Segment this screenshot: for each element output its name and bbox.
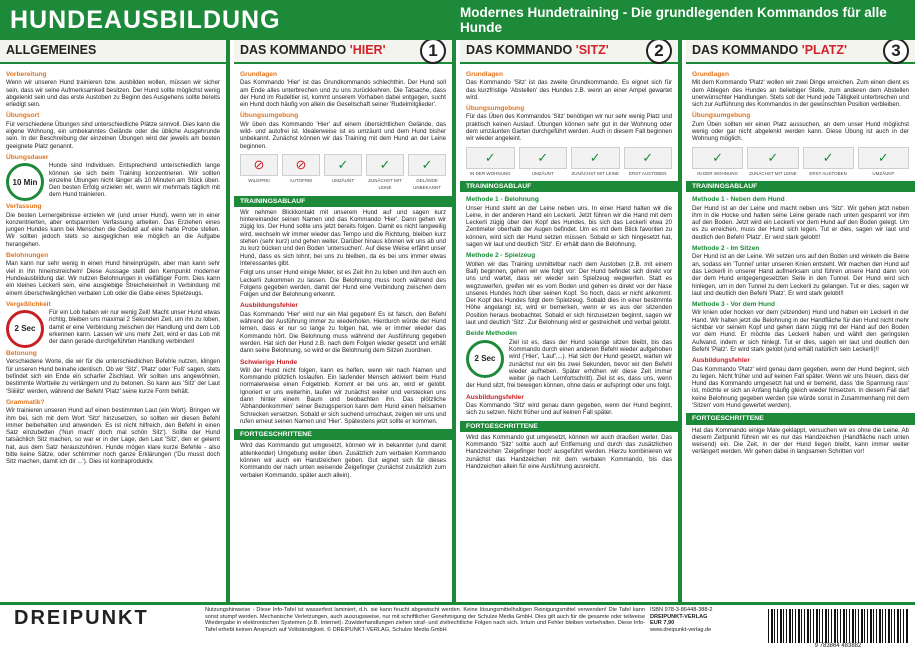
footer bbox=[0, 602, 915, 648]
section-title: Ausbildungsfehler bbox=[466, 393, 524, 401]
leash-icon: ✓ ZUNÄCHST MIT LEINE bbox=[366, 154, 404, 192]
page-title: HUNDEAUSBILDUNG bbox=[10, 5, 281, 34]
section-text: Der Hund ist an der Leine. Wir setzen uns auf den Boden und winkeln die Beine an, sodass ein 'Tunnel' unter unseren Knien entsteht. Wir machen den Hund auf das Leckerli in unserer Hand aufmerksam und führen unsere Hand dann von der dem Hund entgegengesetzten Seite in den Tunnel. Der Hund wird sich hinlegen, um in den Tunnel zu dem Leckerli zu gelangen. Tut er dies, sagen wir laut und deutlich den Befehl 'Platz'. Er wird stark gelobt!! bbox=[692, 253, 909, 297]
section-title: Methode 1 - Belohnung bbox=[466, 196, 539, 204]
column-heading bbox=[234, 40, 452, 64]
page-subtitle: Modernes Hundetraining - Die grundlegenden Kommandos für alle Hunde bbox=[460, 5, 887, 35]
column-hier bbox=[234, 40, 456, 602]
top-banner bbox=[0, 0, 915, 40]
heading-text: DAS KOMMANDO 'HIER' bbox=[240, 43, 386, 58]
stopwatch-icon: 2 Sec bbox=[6, 310, 44, 348]
column-allgemeines bbox=[0, 40, 230, 602]
column-sitz bbox=[460, 40, 682, 602]
heading-text: DAS KOMMANDO 'SITZ' bbox=[466, 43, 609, 58]
section-text: Für das Üben des Kommandos 'Sitz' benötigen wir nur sehr wenig Platz und praktisch keinen Auslauf. Übungen können sehr gut in der Wohnung oder dem umzäunten Garten durchgeführt werden. Auch in diesem Fall beginnen wir wieder angeleint. bbox=[466, 113, 672, 143]
play-icon: ✓ ERST AUSTOBEN bbox=[624, 147, 673, 177]
section-title: Ausbildungsfehler bbox=[692, 357, 750, 365]
home-icon: ✓ IN DER WOHNUNG bbox=[692, 147, 743, 177]
fence-icon: ✓ UMZÄUNT bbox=[858, 147, 909, 177]
section-text: Für ein Lob haben wir nur wenig Zeit! Macht unser Hund etwas richtig, bleiben uns maximal 2 Sekunden Zeit, um ihn zu loben, damit er eine Verbindung zwischen der Handlung und dem Lob erkennen kann. Lassen wir uns mehr Zeit, wird er das Lob mit der dann gerade durchgeführten Handlung verbinden! bbox=[49, 309, 220, 346]
section-text: Das Kommando 'Sitz' wird genau dann gegeben, wenn der Hund beginnt, sich zu setzen. Nicht früher und auf keinen Fall später. bbox=[466, 401, 672, 417]
section-title: Verfassung bbox=[6, 203, 42, 211]
section-title: Methode 3 - Vor dem Hund bbox=[692, 301, 776, 309]
section-bar: TRAININGSABLAUF bbox=[234, 196, 452, 207]
section-title: Ausbildungsfehler bbox=[240, 302, 298, 310]
section-text: Das Kommando 'Hier' ist das Grundkommando schlechthin. Der Hund soll am Ende alles unterbrechen und zu uns zurückkehren. Die Tatsache, dass der Hund im Rudeltier ist, kommt unserem Vorhaben dabei entgegen, sucht ein Hund doch häufig von allein die Gesellschaft seiner 'Rudelmitglieder'. bbox=[240, 79, 446, 109]
section-text: Wird das Kommando gut umgesetzt, können wir in bekannter (und damit ablenkender) Umgebung weiter üben. Zusätzlich zum verbalen Kommando können wir auch ein Handzeichen geben. Gut eignet sich für dieses Kommando der nach unten weisende Zeigefinger (zunächst zusätzlich zum verbalen Kommando, später auch allein). bbox=[240, 442, 446, 479]
section-text: Wenn wir unseren Hund trainieren bzw. ausbilden wollen, müssen wir sicher sein, dass wir seine Aufmerksamkeit besitzen. Der Hund sollte möglichst wenig abgelenkt sein und das erste Austoben zu Beginn des Ausgehens sollte bereits erledigt sein. bbox=[6, 79, 220, 109]
section-title: Übungsdauer bbox=[6, 153, 49, 161]
stopwatch-icon: 2 Sec bbox=[466, 340, 504, 378]
heading-text: ALLGEMEINES bbox=[6, 43, 97, 58]
section-text: Verschiedene Worte, die wir für die unterschiedlichen Befehle nutzen, klingen für unseren Hund beinahe identisch. Ob wir 'Sitz', 'Platz' oder 'Fuß' sagen, stets befindet sich ein Ende ein scharfer Zischlaut. Wir sollten uns angewöhnen, bestimmte Wortteile zu verlängern und zu betonen. So kann aus 'Sitz' der Laut 'Siiiiiitz' werden, während der Befehl 'Platz' seine kurze Form behält. bbox=[6, 358, 220, 395]
section-title: Übungsumgebung bbox=[240, 112, 299, 120]
fence-icon: ✓ UMZÄUNT bbox=[519, 147, 568, 177]
home-icon: ✓ IN DER WOHNUNG bbox=[466, 147, 515, 177]
section-text: Das Kommando 'Sitz' ist das zweite Grundkommando. Es eignet sich für das kurzfristige 'Abstellen' des Hundes z.B. wenn an einer Ampel gewartet wird. bbox=[466, 79, 672, 101]
step-number: 3 bbox=[883, 40, 909, 64]
section-text: Für verschiedene Übungen sind unterschiedliche Plätze sinnvoll. Dies kann die eigene Wohnung, ein umbekanntes Gelände oder die übliche Ausgehrunde sein. In der Beschreibung der einzelnen Übungen wird der jeweils am besten geeignete Platz genannt. bbox=[6, 120, 220, 150]
section-title: Vergeßlichkeit bbox=[6, 300, 51, 308]
section-title: Methode 2 - Im Sitzen bbox=[692, 245, 760, 253]
column-heading bbox=[686, 40, 915, 64]
section-title: Schwierige Hunde bbox=[240, 358, 298, 366]
column-platz bbox=[686, 40, 915, 602]
section-title: Übungsort bbox=[6, 112, 40, 120]
section-text: Wir üben das Kommando 'Hier' auf einem übersichtlichen Gelände, das wild- und autofrei ist. Idealerweise ist es umzäunt und dem Hund bisher unbekannt. Zunächst können wir das Training mit dem Hund an der Leine beginnen. bbox=[240, 120, 446, 150]
section-text: Die besten Lernergebnisse erzielen wir (und unser Hund), wenn wir in einer konzentrierten, aber entspannten Verfassung arbeiten. Das Erziehen eines jungen Hundes kann bei Menschen die Geduld auf eine harte Probe stellen. Wir sollten jedoch stets so ausgeglichen wie möglich an die Aufgabe herangehen. bbox=[6, 211, 220, 248]
section-text: Der Hund ist an der Leine und macht neben uns 'Sitz'. Wir gehen jetzt neben ihm in die Hocke und halten seine Leine gerade nach unten gespannt vor ihm auf den Boden. Jetzt wird ein Leckerli vor dem Hund auf den Boden gelegt. Um es zu erreichen, muss der Hund sich legen. Tut er dies, sagen wir laut und deutlich den Befehl 'Platz'. Er wird stark gelobt!! bbox=[692, 204, 909, 241]
leash-icon: ✓ ZUNÄCHST MIT LEINE bbox=[571, 147, 620, 177]
section-text: Wir trainieren unseren Hund auf einen bestimmten Laut (ein Wort). Bringen wir ihm bei, sich mit dem Wort 'Sitz' hinzusetzen, so sollten wir diesen Befehl immer beibehalten und anwenden. Es ist nicht hilfreich, den Befehl in einen Satz einzubetten ('Nun mach' doch mal schön Sitz'). Sollte der Hund tatsächlich Sitz machen, so war er in der Lage, den Laut 'Sitz', den er gelernt hat, aus dem Satz herauszuhören. Hunde mögen klare kurze Befehle - also bitte keine Sätze, oder schlimmer noch ganze Erklärungen ('Du musst doch Sitz machen, damit ich dir ...'). Dies ist kontraproduktiv. bbox=[6, 407, 220, 466]
publisher-logo: DREIPUNKT bbox=[14, 607, 149, 629]
section-text: Das Kommando 'Platz' wird genau dann gegeben, wenn der Hund beginnt, sich zu legen. Nicht früher und auf keinen Fall später. Wenn wir uns freuen, dass der Hund das Kommando umgesetzt hat und er bemerkt, dass 'die Spannung raus' ist, möchte er sich an Anfang häufig gleich wieder hinsetzen. In diesem Fall darf keine Belohnung gegeben werden (sie würde sonst in Zusammenhang mit dem 'Sitzen' vom Hund gewertet werden). bbox=[692, 365, 909, 409]
section-text: Hunde sind Individuen. Entsprechend unterschiedlich lange können sie sich beim Training konzentrieren. Wir sollten einzelne Übungen nicht länger als 10 Minuten am Stück üben. Den besten Erfolg erzielen wir, wenn wir mehrmals täglich mit dem Hund trainieren. bbox=[49, 162, 220, 199]
section-title: Grundlagen bbox=[466, 71, 503, 78]
step-number: 2 bbox=[646, 40, 672, 64]
play-icon: ✓ ERST AUSTOBEN bbox=[803, 147, 854, 177]
section-text: Das Kommando 'Hier' wird nur ein Mal gegeben! Es ist falsch, den Befehl während der Ausführung immer zu wiederholen. Hierdurch würde der Hund lernen, dass er nur so lange zu folgen hat, wie er immer wieder das Kommando hört. Die Belohnung muss während der Ausführung gegeben werden. Hat sich der Hund z.B. nach dem Folgen wieder gesetzt und erhält dann seine Belohnung, so wird er die Belohnung dem Sitzen zuordnen. bbox=[240, 310, 446, 355]
publisher-info bbox=[650, 607, 760, 633]
section-bar: TRAININGSABLAUF bbox=[686, 181, 915, 192]
section-text: Ziel ist es, dass der Hund solange sitzen bleibt, bis das Kommando durch einen anderen Befehl wieder aufgehoben wird ('Hier', 'Lauf',...). Hat sich der Hund gesetzt, warten wir zunächst nur ein bis zwei Sekunden, bevor wir den Befehl wieder aufheben. Später erhöhen wir diese Zeit immer weiter (je nach Lernfortschritt). Ziel ist es, dass uns, wenn der Hund sitzt, frei bewegen können, ohne dass er aufspringt oder uns folgt. bbox=[466, 338, 672, 390]
section-text: Unser Hund steht an der Leine neben uns. In einer Hand halten wir die Leine, in der anderen Hand ein Leckerli. Jetzt führen wir die Hand mit dem Leckerli zügig über den Kopf des Hundes, bis sich das Leckerli etwa 20 Zentimeter oberhalb der Augen befindet. Um es mit dem Blick favoriten zu können, wird sich der Hund setzen müssen. Sobald er sich hingesetzt hat, sagen wir laut und deutlich 'Sitz'. Er erhält dann die Belohnung. bbox=[466, 204, 672, 249]
barcode-number: 9 783864 483882 bbox=[768, 643, 908, 650]
section-text: Man kann nur sehr wenig in einen Hund hineinprügeln, aber man kann sehr viel in ihn hineinstreicheln! Diese Aussage stellt den Kernpunkt moderner Hundeausbildung dar. Wir nutzen Belohnungen in vielfältiger Form. Dies kann ein kleines Leckerli sein, eine ausgiebige Streicheleinheit in Verbindung mit einem überschwänglichen verbalen Lob oder die Gabe eines Spielzeugs. bbox=[6, 260, 220, 297]
section-text: Mit dem Kommando 'Platz' wollen wir zwei Dinge erreichen. Zum einen dient es dem Ablegen des Hundes an beliebiger Stelle, zum anderen dem Abstellen unerwünschter Handlungen. Stets soll der Hund jede Tätigkeit unterbrechen und sich zur Aufführung des Kommandos in der gewünschten Position verbleiben. bbox=[692, 79, 909, 109]
section-text: Wird das Kommando gut umgesetzt, können wir auch draußen weiter. Das Kommando 'Sitz' sollte auch auf Entfernung und durch das zusätzlichen Handzeichen 'Zeigefinger hoch' ausgeführt werden. Hierzu kombinieren wir zunächst das Handzeichen mit dem verbalen Kommando, bis das Handzeichen allein für eine Ausführung ausreicht. bbox=[466, 433, 672, 471]
unknown-terrain-icon: ✓ GELÄNDE UNBEKANNT bbox=[408, 154, 446, 192]
section-bar: TRAININGSABLAUF bbox=[460, 181, 678, 192]
section-bar: FORTGESCHRITTENE bbox=[234, 429, 452, 440]
no-car-icon: ⊘ AUTOFREI bbox=[282, 154, 320, 192]
section-bar: FORTGESCHRITTENE bbox=[460, 421, 678, 432]
section-title: Übungsumgebung bbox=[466, 105, 525, 113]
usage-notes: Nutzungshinweise - Diese Info-Tafel ist wasserfest laminiert, d.h. sie kann feucht abgewischt werden. Keine lösungsmittelhaltigen Reinigungsmittel verwenden! Die Tafel kann sonst stumpf werden. Mechanische Verletzungen, auch auszugsweise, nur mit schriftlicher Genehmigung der Schulze Media GmbH. Dies gilt auch für die gesamte oder teilweise Wiedergabe in elektronischen Systemen (z.B. Internet). Zuwiderhandlungen ziehen straf- und zivilrechtliche Folgen nach sich. Irrtum und Fehler bleiben vorbehalten. Diese Info-Tafel erhebt keinen Anspruch auf Vollständigkeit. © DREIPUNKT-VERLAG, Schulze Media GmbH bbox=[205, 607, 645, 633]
section-title: Grundlagen bbox=[692, 71, 729, 78]
section-text: Wir nehmen Blickkontakt mit unserem Hund auf und sagen kurz hintereinander seinen Namen und das Kommando 'Hier'. Dann gehen wir zügig los. Der Hund sollte uns jetzt bereits folgen. Damit es nicht langweilig wird, wechseln wir immer wieder das Tempo und die Richtung, bleiben kurz stehen (sehr kurz) und gehen weiter. Darüber hinaus können wir uns ab und zu kurz bücken und den Boden 'untersuchen'. Auf diese Weise erfährt unser Hund, dass es sich lohnt, bei uns zu bleiben, da es bei uns immer etwas Interessantes gibt. bbox=[240, 208, 446, 267]
section-text: Hat das Kommando einige Male geklappt, versuchen wir es ohne die Leine. Ab diesem Zeitpunkt führen wir es nur das Handzeichen (Handfläche nach unten weisend) ein. Die Zeit, in der der Hund liegen bleibt, kann immer weiter verlängert werden. Wir gehen dabei in langsamen Schritten vor! bbox=[692, 426, 909, 456]
step-number: 1 bbox=[420, 40, 446, 64]
leash-icon: ✓ ZUNÄCHST MIT LEINE bbox=[747, 147, 798, 177]
website: www.dreipunkt-verlag.de bbox=[650, 626, 712, 633]
heading-text: DAS KOMMANDO 'PLATZ' bbox=[692, 43, 848, 58]
section-text: Zum Üben sollten wir einen Platz aussuchen, an dem unser Hund möglichst wenig oder gar nicht abgelenkt werden kann. Diese Übung ist auch in der Wohnung möglich. bbox=[692, 120, 909, 143]
isbn: ISBN 978-3-86448-388-2 bbox=[650, 607, 713, 613]
section-title: Vorbereitung bbox=[6, 71, 47, 78]
section-title: Methode 1 - Neben dem Hund bbox=[692, 196, 785, 204]
section-bar: FORTGESCHRITTENE bbox=[686, 413, 915, 424]
price: EUR 7,90 bbox=[650, 620, 675, 627]
environment-icons bbox=[240, 154, 446, 192]
no-wild-icon: ⊘ WILDFREI bbox=[240, 154, 278, 192]
publisher-name: DREIPUNKT-VERLAG bbox=[650, 613, 708, 620]
section-title: Betonung bbox=[6, 350, 37, 358]
environment-icons bbox=[692, 147, 909, 177]
stopwatch-icon: 10 Min bbox=[6, 163, 44, 201]
column-heading bbox=[0, 40, 226, 64]
column-heading bbox=[460, 40, 678, 64]
section-text: Folgt uns unser Hund einige Meter, ist es Zeit ihn zu loben und ihm auch ein Leckerli zukommen zu lassen. Die Belohnung muss noch während des Folgens gegeben werden, damit der Hund eine Verbindung zwischen dem Folgen und der Belohnung erkennt. bbox=[240, 269, 446, 299]
section-title: Übungsumgebung bbox=[692, 112, 751, 120]
section-title: Grundlagen bbox=[240, 71, 277, 78]
section-text: Will der Hund nicht folgen, kann es helfen, wenn wir nach Namen und Kommando plötzlich loslaufen. Ein laufender Mensch aktiviert beim Hund normalerweise einen Folgetrieb. Kommt er bei uns an, wird er gelobt. Ignoriert er uns weiterhin, laufen wir zunächst weiter und verstecken uns dann hinter einem Baum und beobachten ihn. Das plötzliche 'Abhandenkommen' seiner Bezugsperson kann dem Hund einen heilsamen Schrecken versetzen. Sobald er sich suchend umschaut, zeigen wir uns und rufen erneut seinen Namen und 'Hier'. Spätestens jetzt sollte er kommen. bbox=[240, 366, 446, 425]
fence-icon: ✓ UMZÄUNT bbox=[324, 154, 362, 192]
barcode bbox=[768, 609, 908, 645]
section-text: Wir knien oder hocken vor dem (sitzenden) Hund und haben ein Leckerli in der Hand. Wir halten jetzt die Belohnung in der Handfläche für den Hund nicht mehr sichtbar vor seinem Kopf und gehen dann zügig mit der Hand auf den Boden vor dem Hund. Er möchte das Leckerli haben und wählt den geringsten Aufwand, indem er sich hinlegt. Tut er dies, sagen wir laut und deutlich den Befehl 'Platz'. Er wird stark gelobt (und erhält natürlich sein Leckerli)!! bbox=[692, 309, 909, 353]
section-title: Methode 2 - Spielzeug bbox=[466, 252, 536, 260]
section-title: Beide Methoden bbox=[466, 330, 517, 338]
environment-icons bbox=[466, 147, 672, 177]
section-text: Wollen wir das Training unmittelbar nach dem Austoben (z.B. mit einem Ball) beginnen, gehen wir wie folgt vor: Der Hund befindet sich direkt vor uns und wartet, dass wir wieder sein Spielzeug wegwerfen. Statt es wegzuwerfen, greifen wir es vom Boden und gehen es direkt vor der Nase unseres Hundes hoch über seinen Kopf. So hoch, dass er nicht ankommt. Der Kopf des Hundes folgt dem Spielzeug. Sobald dies in einer bestimmte Höhe angelangt ist, wird er bemerken, wenn er es aus der sitzenden Position heraus beobachtet. Sobald er sich hinzusetzen beginnt, sagen wir laut und deutlich 'Sitz'. Zur Belohnung wird er gestreichelt und verbal gelobt. bbox=[466, 260, 672, 327]
section-title: Belohnungen bbox=[6, 252, 49, 260]
section-title: Grammatik? bbox=[6, 398, 45, 406]
